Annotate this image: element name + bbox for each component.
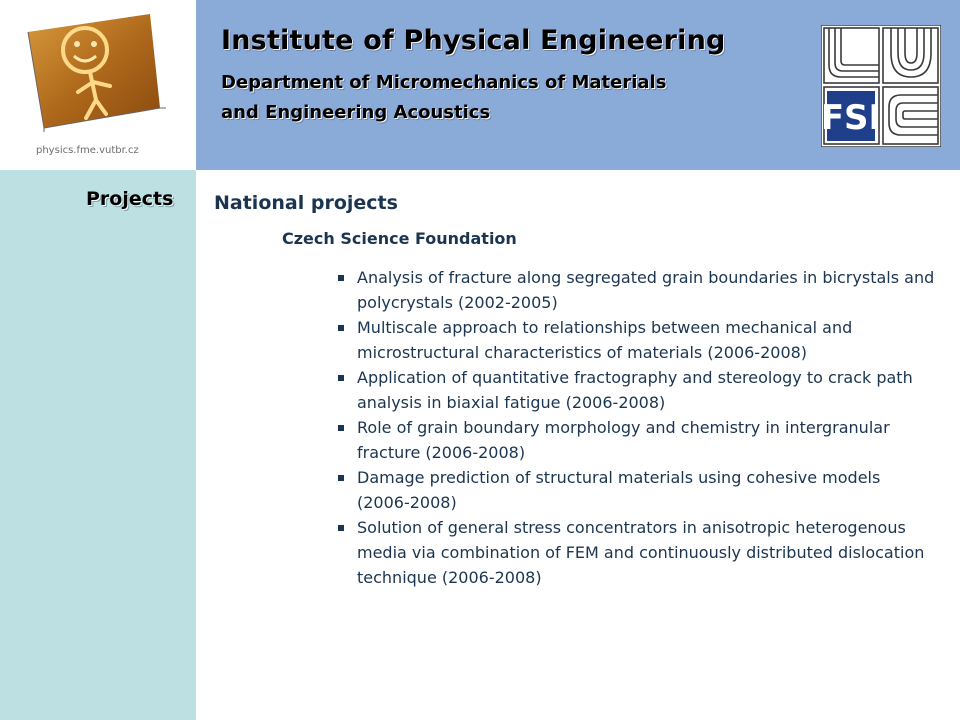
square-bullet-icon (338, 475, 344, 481)
square-bullet-icon (338, 525, 344, 531)
list-item (338, 515, 938, 590)
department-title-line1: Department of Micromechanics of Materials (221, 72, 667, 93)
sidebar-label-projects[interactable]: Projects (86, 188, 174, 210)
square-bullet-icon (338, 375, 344, 381)
fsi-logo-text: FSI (821, 98, 882, 138)
logo-area (0, 0, 196, 170)
list-item (338, 315, 938, 365)
list-item (338, 365, 938, 415)
project-text: Application of quantitative fractography and stereology to crack path analysis in biaxial fatigue (2006-2008) (357, 368, 913, 412)
fsi-vut-logo-icon (821, 25, 941, 147)
list-item (338, 415, 938, 465)
project-text: Role of grain boundary morphology and chemistry in intergranular fracture (2006-2008) (357, 418, 890, 462)
department-title (221, 68, 801, 128)
institute-title: Institute of Physical Engineering (221, 25, 726, 56)
project-text: Multiscale approach to relationships between mechanical and microstructural characteristics of materials (2006-2008) (357, 318, 853, 362)
funder-heading: Czech Science Foundation (282, 229, 517, 248)
square-bullet-icon (338, 425, 344, 431)
sidebar (0, 170, 196, 720)
square-bullet-icon (338, 275, 344, 281)
project-text: Damage prediction of structural materials using cohesive models (2006-2008) (357, 468, 881, 512)
square-bullet-icon (338, 325, 344, 331)
project-text: Analysis of fracture along segregated grain boundaries in bicrystals and polycrystals (2002-2005) (357, 268, 935, 312)
project-list (338, 265, 938, 590)
list-item (338, 465, 938, 515)
project-text: Solution of general stress concentrators in anisotropic heterogenous media via combination of FEM and continuously distributed dislocation technique (2006-2008) (357, 518, 925, 587)
site-url[interactable]: physics.fme.vutbr.cz (36, 145, 139, 156)
list-item (338, 265, 938, 315)
section-title: National projects (214, 192, 398, 214)
department-title-line2: and Engineering Acoustics (221, 102, 491, 123)
